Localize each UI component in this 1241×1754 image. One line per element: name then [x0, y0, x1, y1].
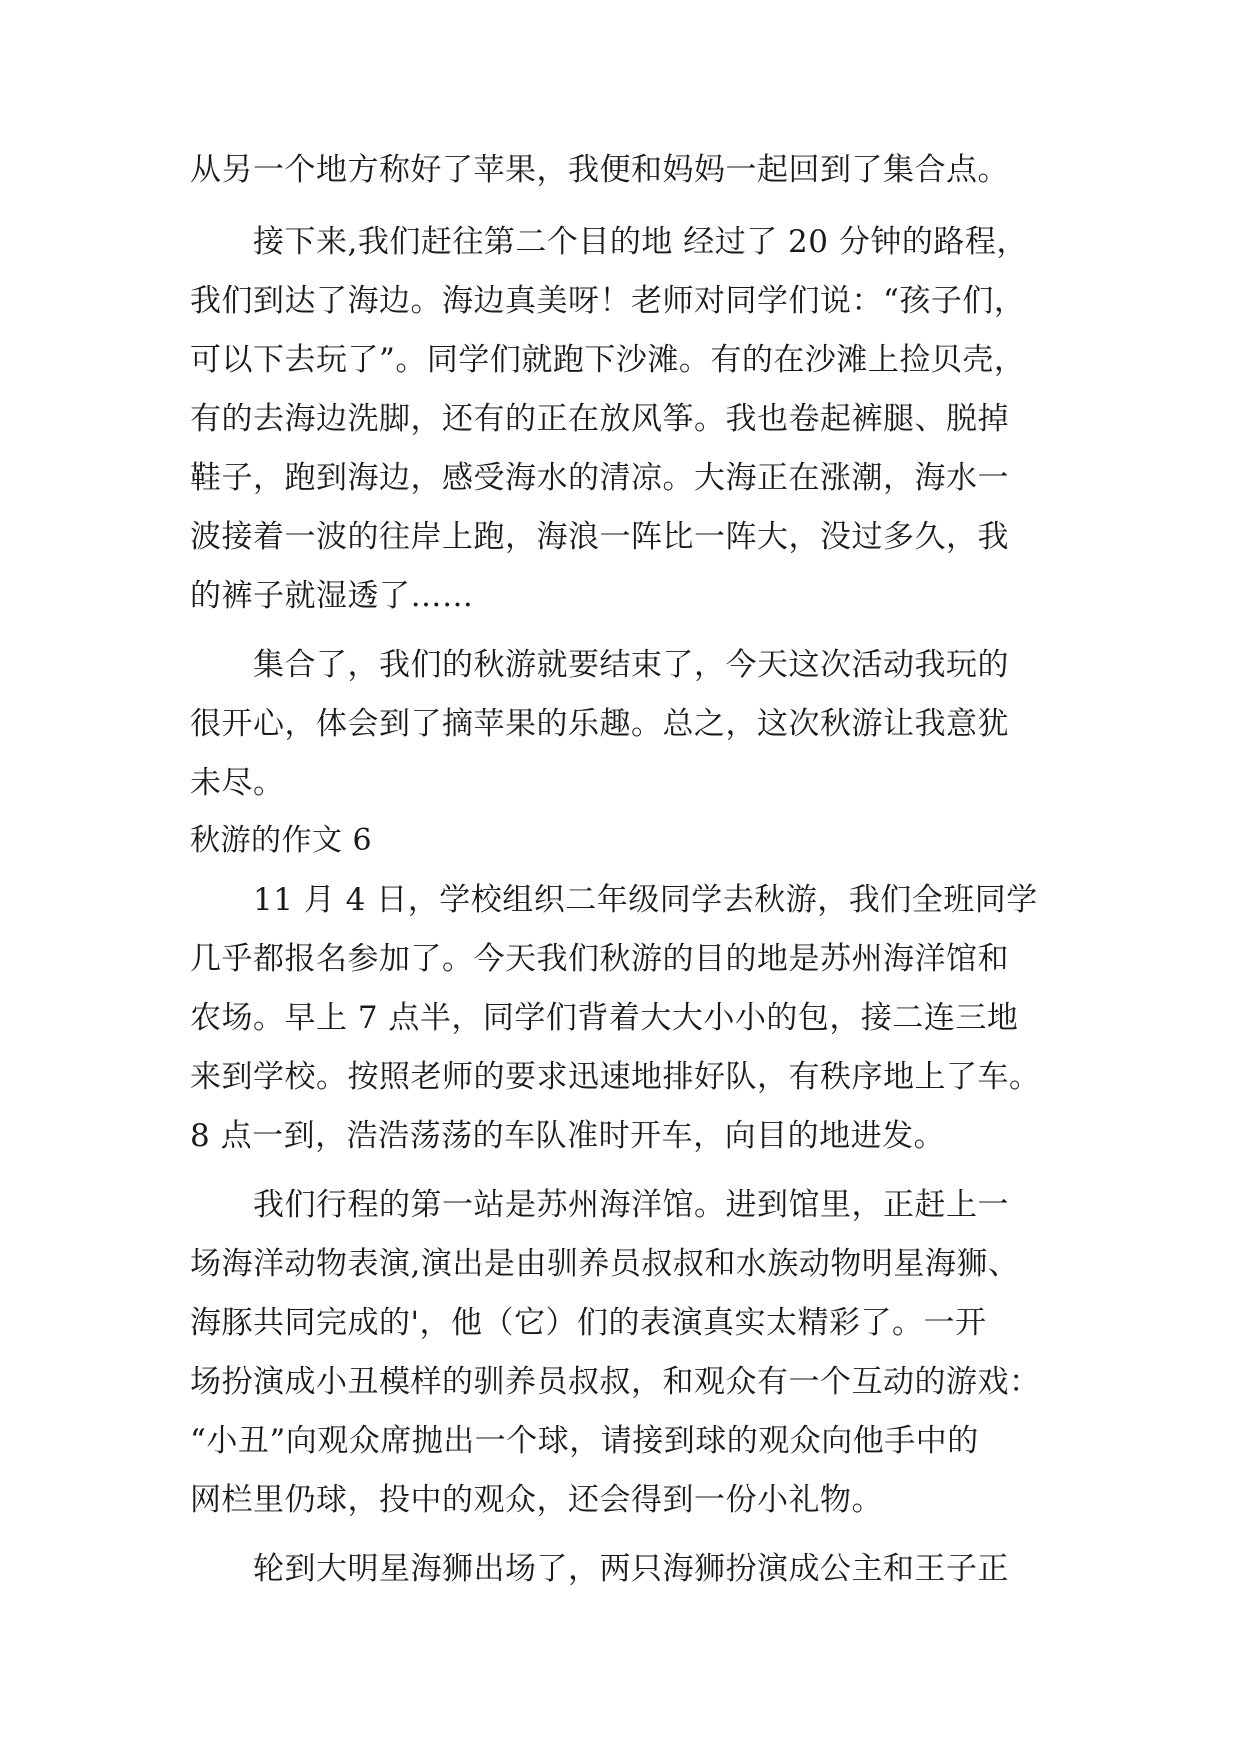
text-line: “小丑”向观众席抛出一个球，请接到球的观众向他手中的 [190, 1423, 979, 1459]
text-line: 有的去海边洗脚，还有的正在放风筝。我也卷起裤腿、脱掉 [190, 401, 1009, 437]
text-line: 未尽。 [190, 765, 285, 801]
text-line: 波接着一波的往岸上跑，海浪一阵比一阵大，没过多久，我 [190, 519, 1009, 555]
text-line: 轮到大明星海狮出场了，两只海狮扮演成公主和王子正 [190, 1551, 1009, 1587]
text-line: 场海洋动物表演,演出是由驯养员叔叔和水族动物明星海狮、 [190, 1246, 1020, 1282]
text-line: 接下来,我们赶往第二个目的地 经过了 20 分钟的路程， [190, 224, 1028, 260]
text-line: 几乎都报名参加了。今天我们秋游的目的地是苏州海洋馆和 [190, 941, 1009, 977]
text-line: 很开心，体会到了摘苹果的乐趣。总之，这次秋游让我意犹 [190, 706, 1009, 742]
text-line: 海豚共同完成的'，他（它）们的表演真实太精彩了。一开 [190, 1305, 987, 1341]
section-heading: 秋游的作文 6 [190, 823, 373, 858]
text-line: 来到学校。按照老师的要求迅速地排好队，有秩序地上了车。 [190, 1059, 1041, 1095]
text-line: 我们到达了海边。海边真美呀！老师对同学们说：“孩子们， [190, 283, 1026, 319]
text-line: 鞋子，跑到海边，感受海水的清凉。大海正在涨潮，海水一 [190, 460, 1009, 496]
text-line: 可以下去玩了”。同学们就跑下沙滩。有的在沙滩上捡贝壳， [190, 342, 1026, 378]
text-line: 8 点一到，浩浩荡荡的车队准时开车，向目的地进发。 [190, 1118, 946, 1154]
text-line: 网栏里仍球，投中的观众，还会得到一份小礼物。 [190, 1482, 883, 1518]
text-line: 场扮演成小丑模样的驯养员叔叔，和观众有一个互动的游戏： [190, 1364, 1041, 1400]
text-line: 集合了，我们的秋游就要结束了，今天这次活动我玩的 [190, 647, 1009, 683]
text-line: 从另一个地方称好了苹果，我便和妈妈一起回到了集合点。 [190, 152, 1009, 188]
text-line: 我们行程的第一站是苏州海洋馆。进到馆里，正赶上一 [190, 1187, 1009, 1223]
text-line: 11 月 4 日，学校组织二年级同学去秋游，我们全班同学 [190, 882, 1038, 918]
text-line: 农场。早上 7 点半，同学们背着大大小小的包，接二连三地 [190, 1000, 1019, 1036]
text-line: 的裤子就湿透了…… [190, 578, 474, 614]
